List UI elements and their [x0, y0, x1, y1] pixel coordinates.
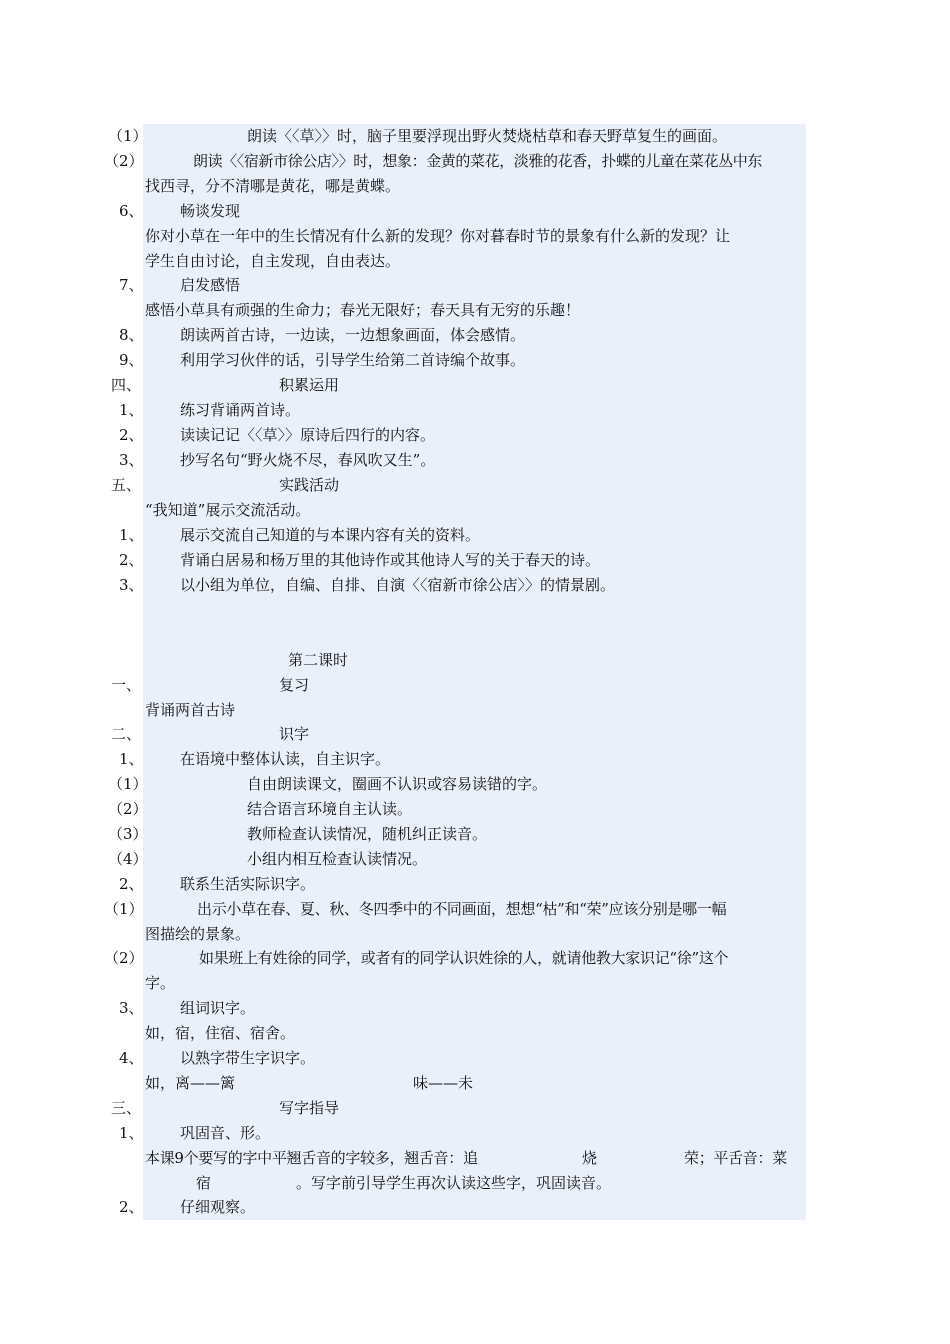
- item-text: 背诵白居易和杨万里的其他诗作或其他诗人写的关于春天的诗。: [180, 551, 601, 569]
- item-number: （2）: [104, 152, 144, 170]
- paragraph-text: 背诵两首古诗: [145, 701, 236, 719]
- item-heading: 启发感悟: [180, 276, 241, 294]
- section-title: 积累运用: [279, 376, 340, 394]
- item-text: 朗读〈〈宿新市徐公店〉〉时，想象：金黄的菜花，淡雅的花香，扑蝶的儿童在菜花丛中东: [193, 152, 763, 170]
- example-text: 味——未: [413, 1074, 474, 1092]
- section-number: 四、: [111, 376, 142, 394]
- item-number: 2、: [119, 1198, 144, 1216]
- item-text: 展示交流自己知道的与本课内容有关的资料。: [180, 526, 481, 544]
- item-number: 1、: [119, 401, 144, 419]
- item-number: （1）: [108, 775, 148, 793]
- item-number: 9、: [119, 351, 144, 369]
- item-text: 结合语言环境自主认读。: [247, 800, 413, 818]
- item-text: 如果班上有姓徐的同学，或者有的同学认识姓徐的人，就请他教大家识记“徐”这个: [199, 949, 729, 967]
- item-number: 1、: [119, 526, 144, 544]
- paragraph-text: 。写字前引导学生再次认读这些字，巩固读音。: [296, 1174, 612, 1192]
- item-number: （4）: [108, 850, 148, 868]
- section-number: 一、: [111, 676, 142, 694]
- item-text: 小组内相互检查认读情况。: [247, 850, 428, 868]
- item-text: 教师检查认读情况，随机纠正读音。: [247, 825, 488, 843]
- paragraph-text: 本课9个要写的字中平翘舌音的字较多，翘舌音：追: [145, 1149, 478, 1167]
- section-number: 二、: [111, 725, 142, 743]
- section-number: 五、: [111, 476, 142, 494]
- section-title: 实践活动: [279, 476, 340, 494]
- item-number: 2、: [119, 551, 144, 569]
- item-number: 6、: [119, 202, 144, 220]
- item-number: 2、: [119, 426, 144, 444]
- item-text: 以熟字带生字识字。: [180, 1049, 316, 1067]
- paragraph-text: “我知道”展示交流活动。: [145, 501, 311, 519]
- item-text: 在语境中整体认读，自主识字。: [180, 750, 391, 768]
- item-number: （3）: [108, 825, 148, 843]
- item-number: 1、: [119, 1124, 144, 1142]
- item-text: 组词识字。: [180, 999, 256, 1017]
- item-text: 朗读两首古诗，一边读，一边想象画面，体会感情。: [180, 326, 526, 344]
- item-number: 3、: [119, 576, 144, 594]
- item-text: 仔细观察。: [180, 1198, 256, 1216]
- item-number: （1）: [108, 127, 148, 145]
- item-text-continued: 找西寻，分不清哪是黄花，哪是黄蝶。: [145, 177, 401, 195]
- item-text: 利用学习伙伴的话，引导学生给第二首诗编个故事。: [180, 351, 526, 369]
- item-number: （2）: [108, 800, 148, 818]
- paragraph-text: 荣；平舌音：菜: [684, 1149, 787, 1167]
- item-number: 3、: [119, 999, 144, 1017]
- paragraph-text: 你对小草在一年中的生长情况有什么新的发现？你对暮春时节的景象有什么新的发现？让: [145, 227, 731, 245]
- example-text: 如，离——篱: [145, 1074, 236, 1092]
- item-text: 读读记记〈〈草〉〉原诗后四行的内容。: [180, 426, 436, 444]
- item-number: （2）: [104, 949, 144, 967]
- section-title: 复习: [279, 676, 310, 694]
- paragraph-text: 学生自由讨论，自主发现，自由表达。: [145, 252, 401, 270]
- item-number: 1、: [119, 750, 144, 768]
- section-number: 三、: [111, 1099, 142, 1117]
- item-text: 巩固音、形。: [180, 1124, 271, 1142]
- item-number: 3、: [119, 451, 144, 469]
- item-number: 2、: [119, 875, 144, 893]
- section-title: 识字: [279, 725, 310, 743]
- item-number: 8、: [119, 326, 144, 344]
- item-text-continued: 图描绘的景象。: [145, 925, 251, 943]
- item-text-continued: 字。: [145, 974, 176, 992]
- paragraph-text: 宿: [196, 1174, 212, 1192]
- item-text: 练习背诵两首诗。: [180, 401, 301, 419]
- item-text: 自由朗读课文，圈画不认识或容易读错的字。: [247, 775, 548, 793]
- item-text: 出示小草在春、夏、秋、冬四季中的不同画面，想想“枯”和“荣”应该分别是哪一幅: [197, 900, 727, 918]
- item-number: （1）: [104, 900, 144, 918]
- item-number: 4、: [119, 1049, 144, 1067]
- section-title: 写字指导: [279, 1099, 340, 1117]
- paragraph-text: 烧: [582, 1149, 598, 1167]
- lesson-title: 第二课时: [288, 651, 349, 669]
- item-text: 抄写名句“野火烧不尽，春风吹又生”。: [180, 451, 436, 469]
- item-number: 7、: [119, 276, 144, 294]
- paragraph-text: 感悟小草具有顽强的生命力；春光无限好；春天具有无穷的乐趣！: [145, 301, 581, 319]
- item-heading: 畅谈发现: [180, 202, 241, 220]
- item-text: 以小组为单位，自编、自排、自演〈〈宿新市徐公店〉〉的情景剧。: [180, 576, 616, 594]
- item-text: 联系生活实际识字。: [180, 875, 316, 893]
- example-text: 如，宿，住宿、宿舍。: [145, 1024, 296, 1042]
- item-text: 朗读〈〈草〉〉时，脑子里要浮现出野火焚烧枯草和春天野草复生的画面。: [247, 127, 728, 145]
